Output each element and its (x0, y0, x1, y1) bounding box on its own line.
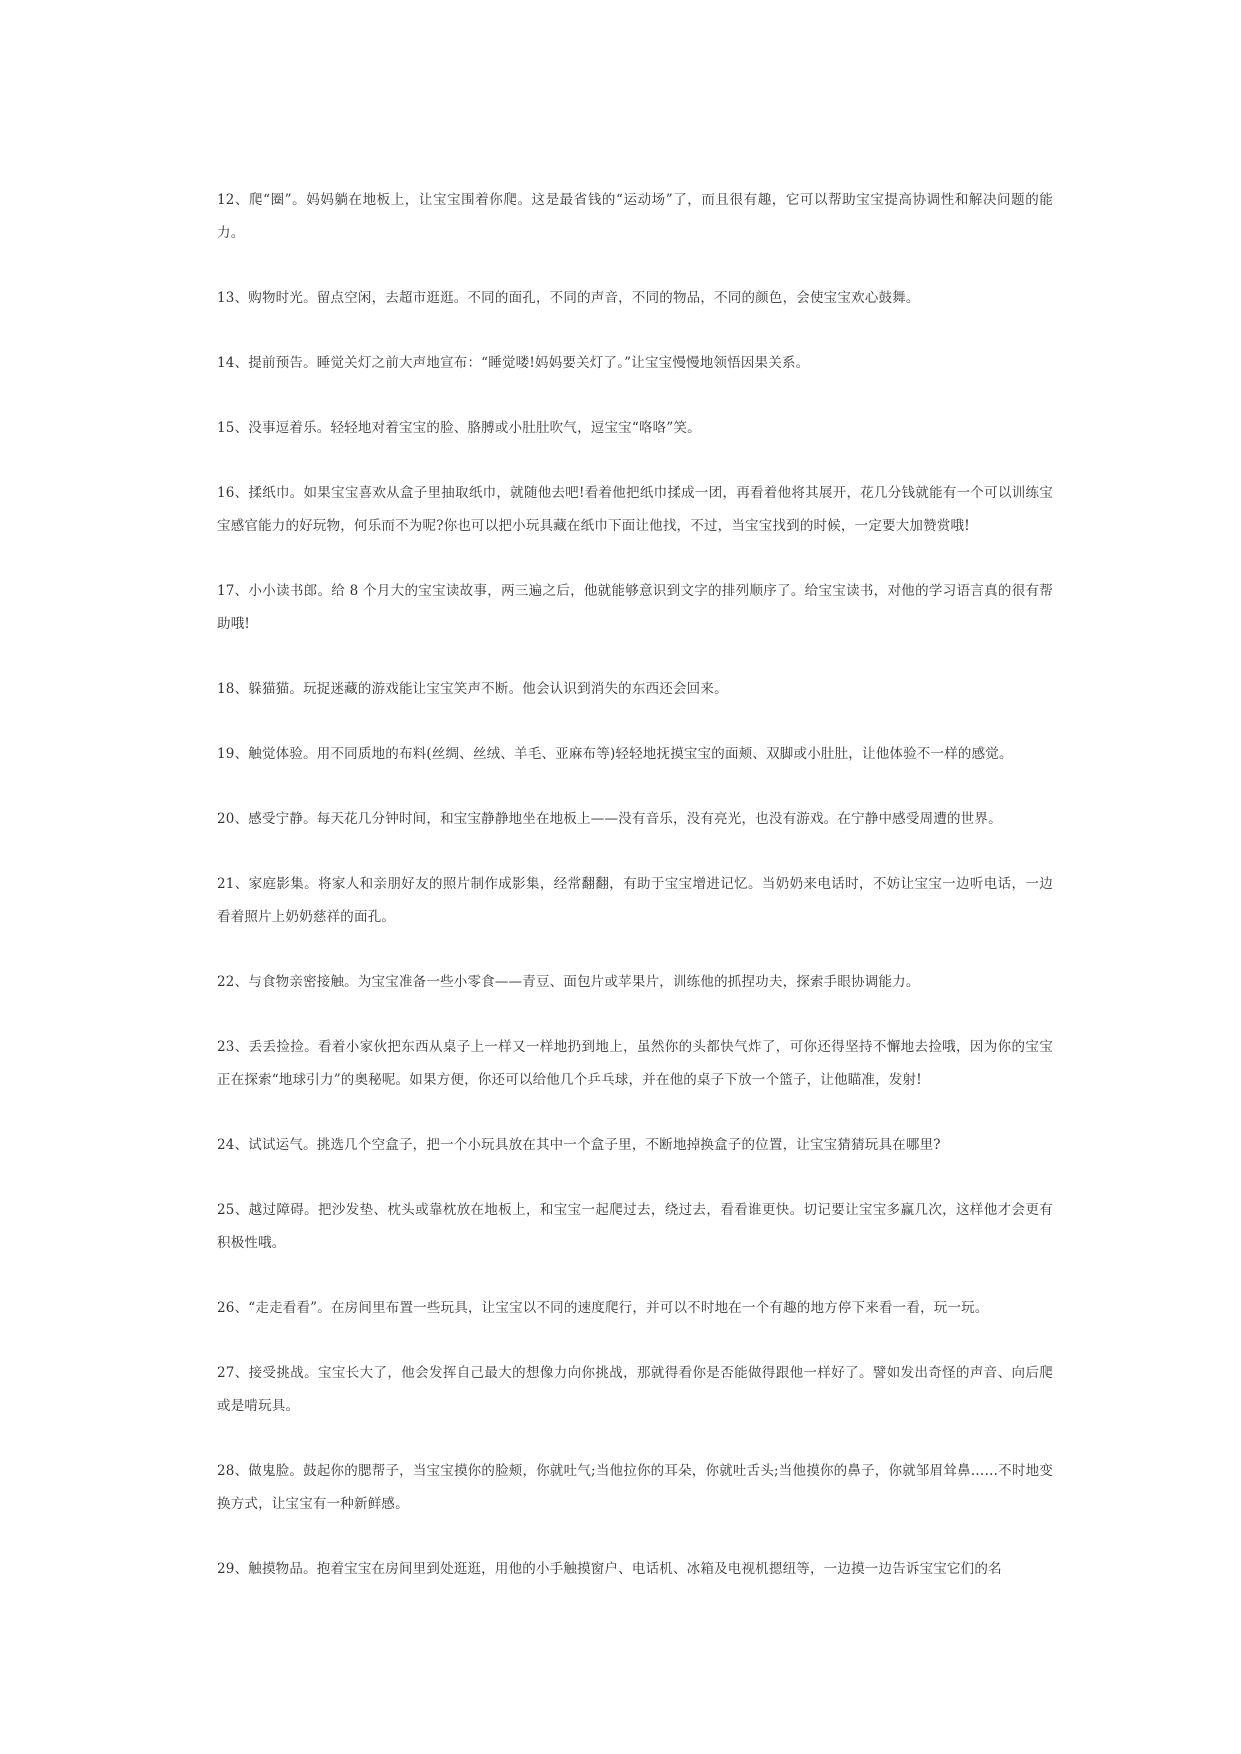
paragraph-15: 15、没事逗着乐。轻轻地对着宝宝的脸、胳膊或小肚肚吹气，逗宝宝“咯咯”笑。 (217, 420, 701, 436)
paragraph-27: 27、接受挑战。宝宝长大了，他会发挥自己最大的想像力向你挑战，那就得看你是否能做得跟他一样好了。譬如发出奇怪的声音、向后爬或是啃玩具。 (217, 1365, 1053, 1414)
paragraph-19: 19、触觉体验。用不同质地的布料(丝绸、丝绒、羊毛、亚麻布等)轻轻地抚摸宝宝的面颊、双脚或小肚肚，让他体验不一样的感觉。 (217, 746, 1013, 762)
paragraph-13: 13、购物时光。留点空闲，去超市逛逛。不同的面孔，不同的声音，不同的物品，不同的颜色，会使宝宝欢心鼓舞。 (217, 290, 920, 306)
paragraph-14: 14、提前预告。睡觉关灯之前大声地宣布：“睡觉喽!妈妈要关灯了。”让宝宝慢慢地领悟因果关系。 (217, 355, 810, 371)
paragraph-25: 25、越过障碍。把沙发垫、枕头或靠枕放在地板上，和宝宝一起爬过去，绕过去，看看谁更快。切记要让宝宝多赢几次，这样他才会更有积极性哦。 (217, 1202, 1053, 1251)
paragraph-21: 21、家庭影集。将家人和亲朋好友的照片制作成影集，经常翻翻，有助于宝宝增进记忆。当奶奶来电话时，不妨让宝宝一边听电话，一边看着照片上奶奶慈祥的面孔。 (217, 876, 1053, 925)
paragraph-22: 22、与食物亲密接触。为宝宝准备一些小零食——青豆、面包片或苹果片，训练他的抓捏功夫，探索手眼协调能力。 (217, 974, 920, 990)
paragraph-24: 24、试试运气。挑选几个空盒子，把一个小玩具放在其中一个盒子里，不断地掉换盒子的位置，让宝宝猜猜玩具在哪里? (217, 1137, 941, 1153)
paragraph-17: 17、小小读书郎。给 8 个月大的宝宝读故事，两三遍之后，他就能够意识到文字的排列顺序了。给宝宝读书，对他的学习语言真的很有帮助哦! (217, 583, 1053, 632)
paragraph-23: 23、丢丢捡捡。看着小家伙把东西从桌子上一样又一样地扔到地上，虽然你的头都快气炸了，可你还得坚持不懈地去捡哦，因为你的宝宝正在探索“地球引力”的奥秘呢。如果方便，你还可以给他几个乒乓球，并在他的桌子下放一个篮子，让他瞄准，发射! (217, 1039, 1053, 1088)
paragraph-20: 20、感受宁静。每天花几分钟时间，和宝宝静静地坐在地板上——没有音乐，没有亮光，也没有游戏。在宁静中感受周遭的世界。 (217, 811, 1002, 827)
paragraph-16: 16、揉纸巾。如果宝宝喜欢从盒子里抽取纸巾，就随他去吧!看着他把纸巾揉成一团，再看着他将其展开，花几分钱就能有一个可以训练宝宝感官能力的好玩物，何乐而不为呢?你也可以把小玩具藏在纸巾下面让他找，不过，当宝宝找到的时候，一定要大加赞赏哦! (217, 485, 1053, 534)
document-body (217, 184, 1053, 1618)
paragraph-26: 26、“走走看看”。在房间里布置一些玩具，让宝宝以不同的速度爬行，并可以不时地在一个有趣的地方停下来看一看，玩一玩。 (217, 1300, 989, 1316)
paragraph-12: 12、爬“圈”。妈妈躺在地板上，让宝宝围着你爬。这是最省钱的“运动场”了，而且很有趣，它可以帮助宝宝提高协调性和解决问题的能力。 (217, 192, 1053, 241)
paragraph-29: 29、触摸物品。抱着宝宝在房间里到处逛逛，用他的小手触摸窗户、电话机、冰箱及电视机摁纽等，一边摸一边告诉宝宝它们的名 (217, 1561, 1002, 1577)
paragraph-28: 28、做鬼脸。鼓起你的腮帮子，当宝宝摸你的脸颊，你就吐气;当他拉你的耳朵，你就吐舌头;当他摸你的鼻子，你就邹眉耸鼻……不时地变换方式，让宝宝有一种新鲜感。 (217, 1463, 1053, 1512)
paragraph-18: 18、躲猫猫。玩捉迷藏的游戏能让宝宝笑声不断。他会认识到消失的东西还会回来。 (217, 681, 728, 697)
